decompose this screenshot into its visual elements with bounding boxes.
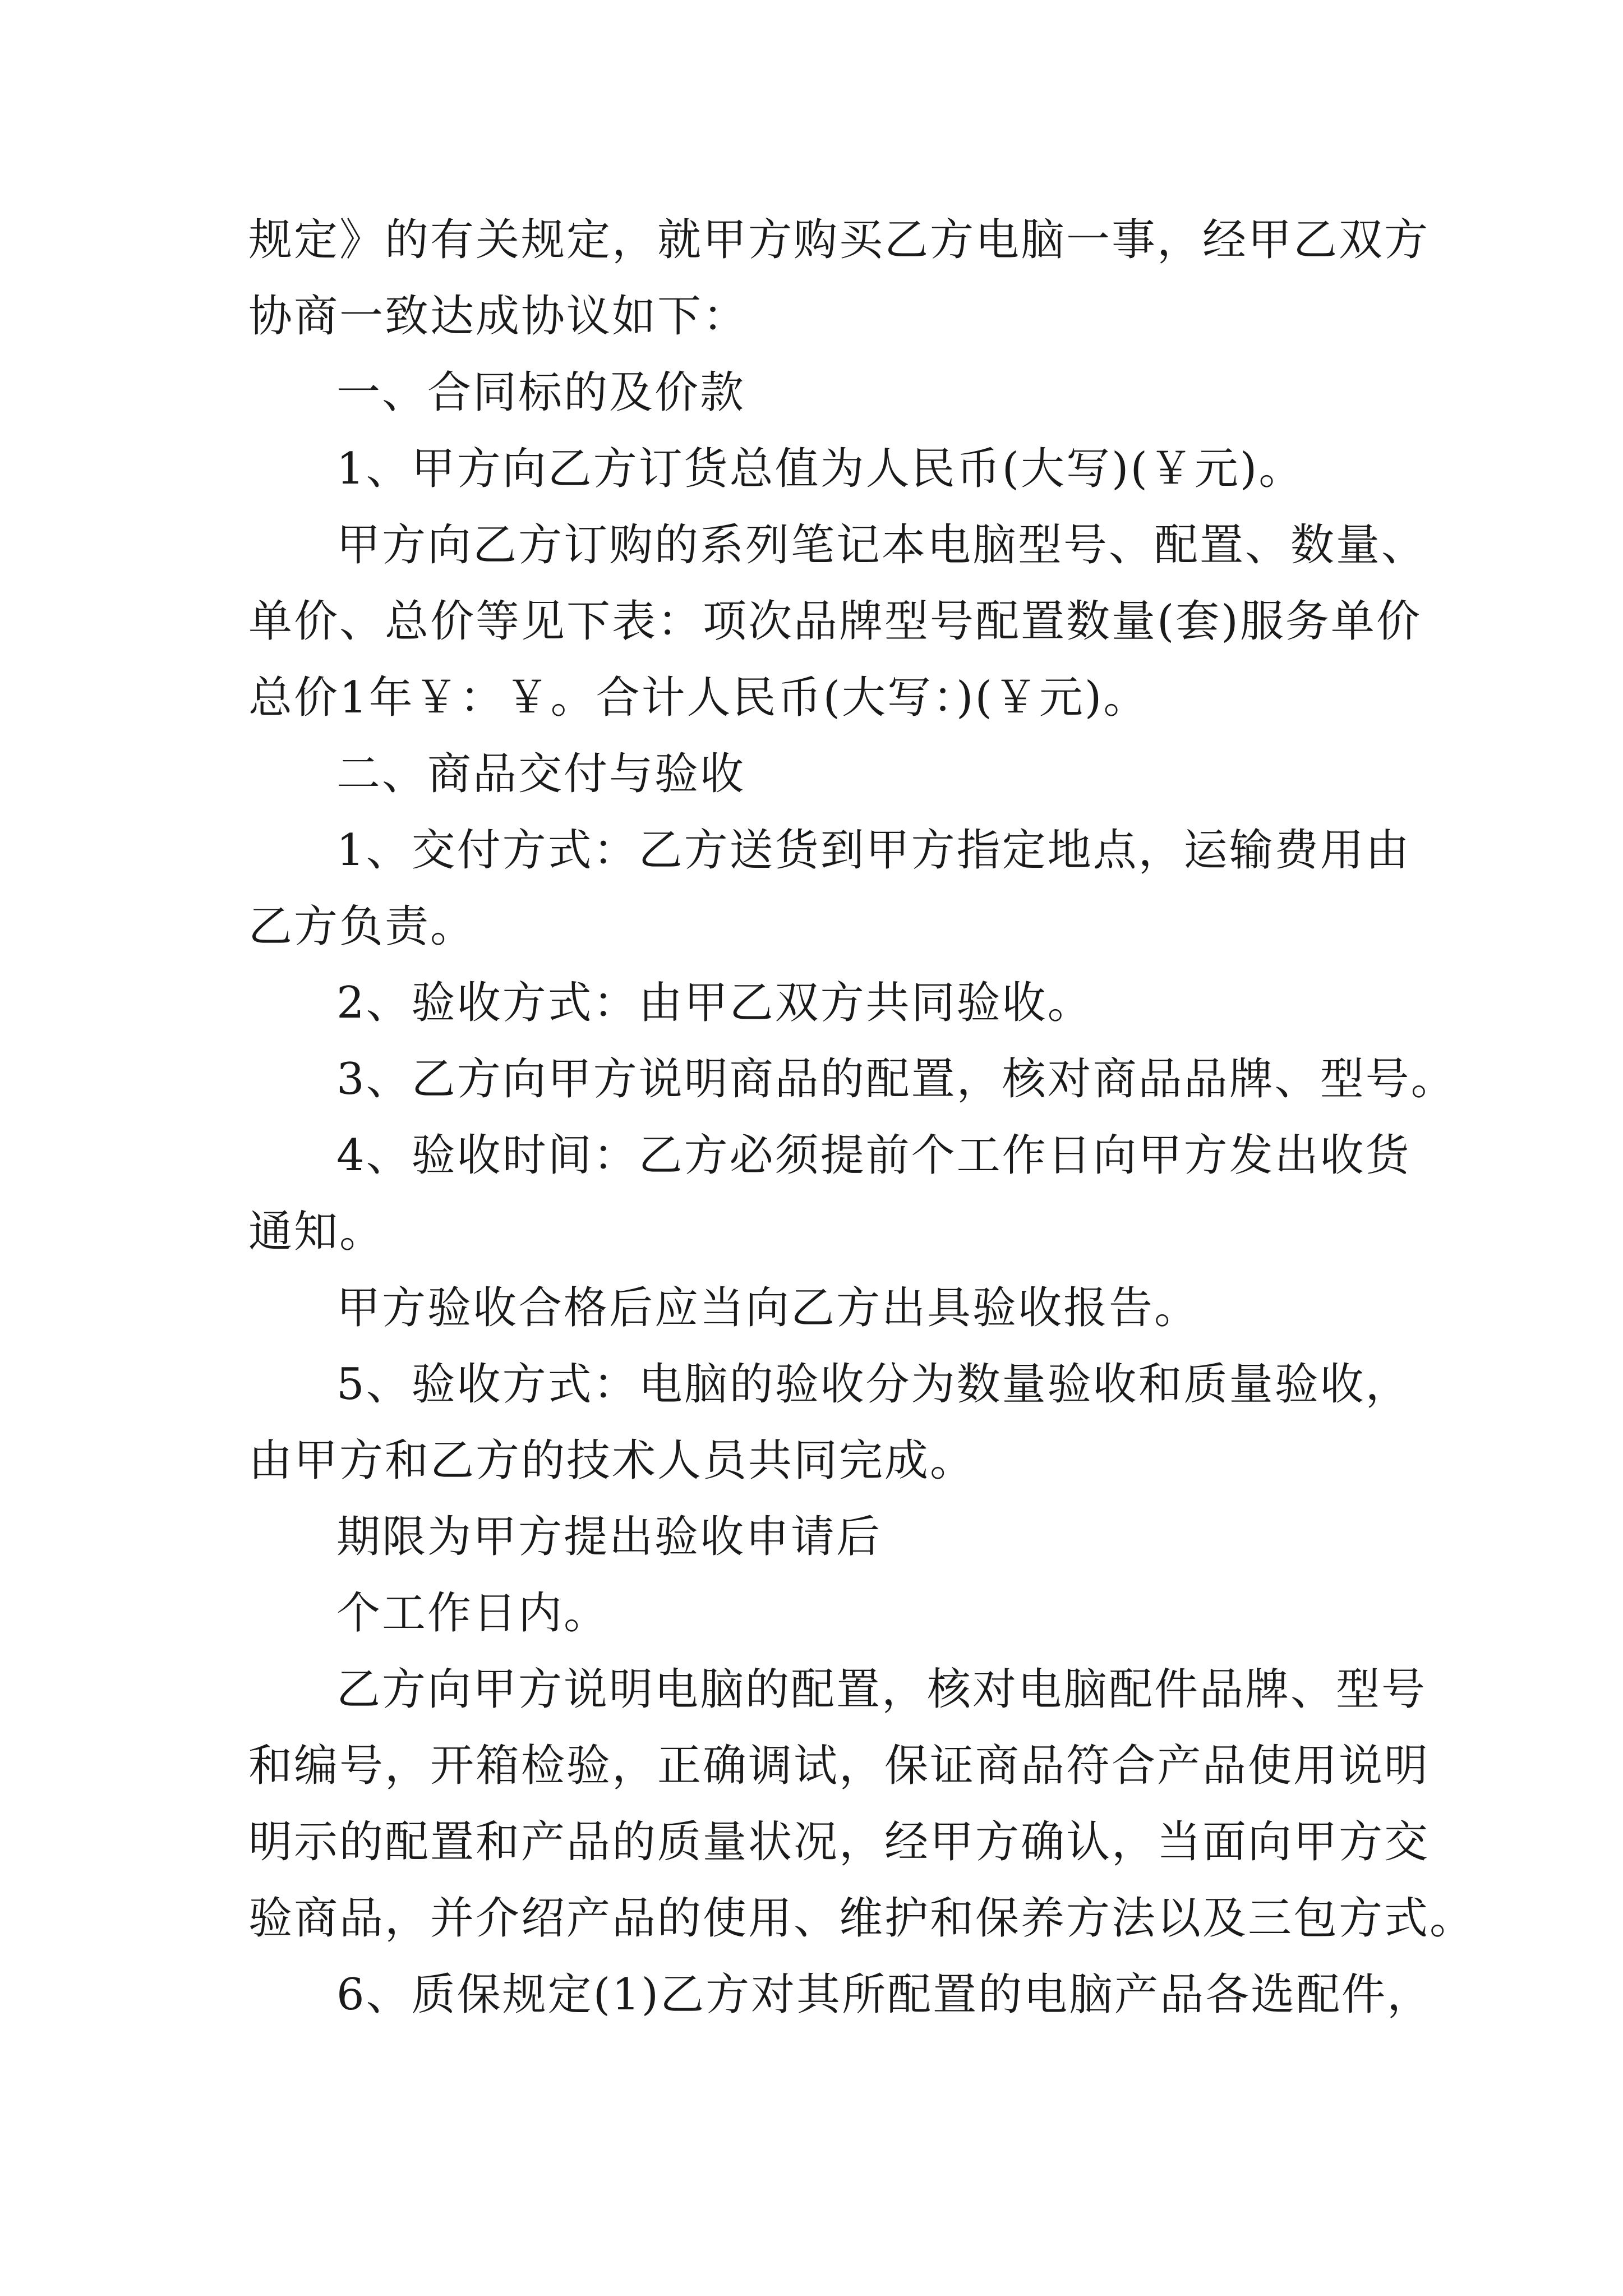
paragraph-line: 6、质保规定(1)乙方对其所配置的电脑产品各选配件， [336, 1970, 1433, 2020]
paragraph-line: 协商一致达成协议如下： [248, 291, 749, 342]
paragraph-line: 1、甲方向乙方订货总值为人民币(大写)(￥元)。 [336, 444, 1304, 494]
paragraph-line: 由甲方和乙方的技术人员共同完成。 [248, 1435, 976, 1486]
paragraph-line: 3、乙方向甲方说明商品的配置，核对商品品牌、型号。 [336, 1054, 1456, 1105]
section-heading: 一、合同标的及价款 [336, 367, 746, 418]
paragraph-line: 5、验收方式：电脑的验收分为数量验收和质量验收， [336, 1359, 1411, 1410]
paragraph-line: 2、验收方式：由甲乙双方共同验收。 [336, 978, 1093, 1028]
paragraph-line: 乙方向甲方说明电脑的配置，核对电脑配件品牌、型号 [336, 1664, 1427, 1715]
section-heading: 二、商品交付与验收 [336, 749, 746, 799]
paragraph-line: 乙方负责。 [248, 901, 476, 952]
paragraph-line: 甲方向乙方订购的系列笔记本电脑型号、配置、数量、 [336, 520, 1427, 570]
paragraph-line: 明示的配置和产品的质量状况，经甲方确认，当面向甲方交 [248, 1817, 1430, 1867]
paragraph-line: 总价1年￥：￥。合计人民币(大写：)(￥元)。 [248, 673, 1149, 723]
paragraph-line: 个工作日内。 [336, 1588, 610, 1639]
paragraph-line: 1、交付方式：乙方送货到甲方指定地点，运输费用由 [336, 825, 1411, 876]
paragraph-line: 通知。 [248, 1207, 385, 1257]
paragraph-line: 4、验收时间：乙方必须提前个工作日向甲方发出收货 [336, 1130, 1411, 1181]
paragraph-line: 和编号，开箱检验，正确调试，保证商品符合产品使用说明 [248, 1741, 1430, 1791]
paragraph-line: 规定》的有关规定，就甲方购买乙方电脑一事，经甲乙双方 [248, 215, 1430, 265]
paragraph-line: 期限为甲方提出验收申请后 [336, 1512, 882, 1562]
paragraph-line: 甲方验收合格后应当向乙方出具验收报告。 [336, 1283, 1200, 1333]
paragraph-line: 验商品，并介绍产品的使用、维护和保养方法以及三包方式。 [248, 1893, 1476, 1944]
paragraph-line: 单价、总价等见下表：项次品牌型号配置数量(套)服务单价 [248, 596, 1422, 647]
